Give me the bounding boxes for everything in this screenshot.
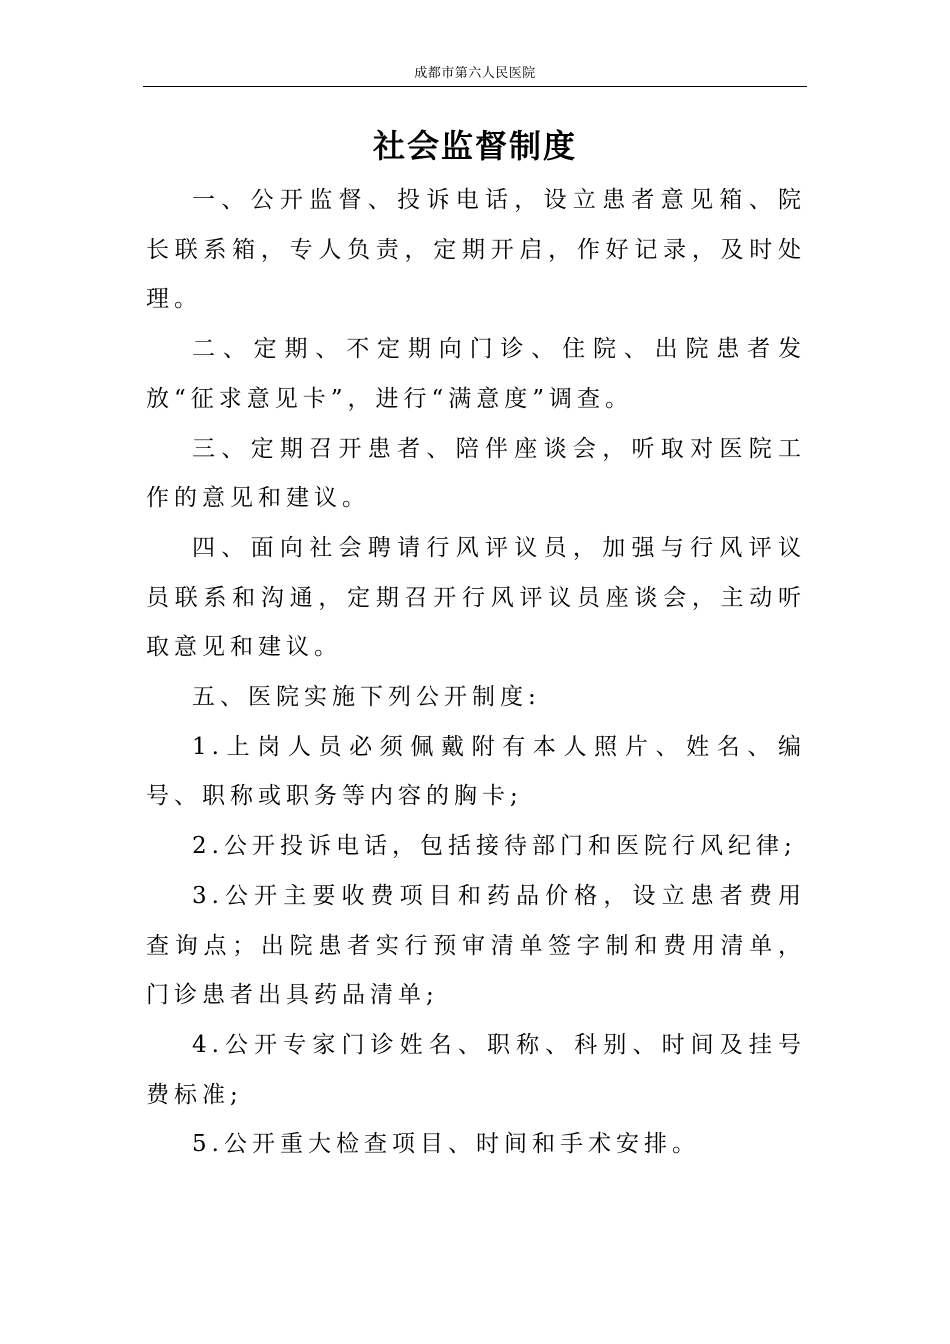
list-item-4: 4.公开专家门诊姓名、职称、科别、时间及挂号费标准; <box>146 1031 806 1108</box>
paragraph-4: 四、面向社会聘请行风评议员，加强与行风评议员联系和沟通，定期召开行风评议员座谈会，主动听取意见和建议。 <box>146 534 806 661</box>
list-item-3: 3.公开主要收费项目和药品价格，设立患者费用查询点；出院患者实行预审清单签字制和费用清单，门诊患者出具药品清单; <box>146 882 806 1009</box>
list-item-1: 1.上岗人员必须佩戴附有本人照片、姓名、编号、职称或职务等内容的胸卡; <box>146 733 806 810</box>
list-item-2: 2.公开投诉电话，包括接待部门和医院行风纪律; <box>192 833 797 860</box>
paragraph-1: 一、公开监督、投诉电话，设立患者意见箱、院长联系箱，专人负责，定期开启，作好记录，及时处理。 <box>146 187 806 313</box>
paragraph-3: 三、定期召开患者、陪伴座谈会，听取对医院工作的意见和建议。 <box>146 435 806 512</box>
document-body <box>146 176 806 1170</box>
document-title: 社会监督制度 <box>372 127 577 165</box>
page-header <box>143 62 807 87</box>
header-hospital-name: 成都市第六人民医院 <box>414 66 536 81</box>
paragraph-2: 二、定期、不定期向门诊、住院、出院患者发放“征求意见卡”，进行“满意度”调查。 <box>146 336 806 412</box>
list-item-5: 5.公开重大检查项目、时间和手术安排。 <box>192 1131 700 1158</box>
paragraph-5: 五、医院实施下列公开制度: <box>192 684 541 711</box>
